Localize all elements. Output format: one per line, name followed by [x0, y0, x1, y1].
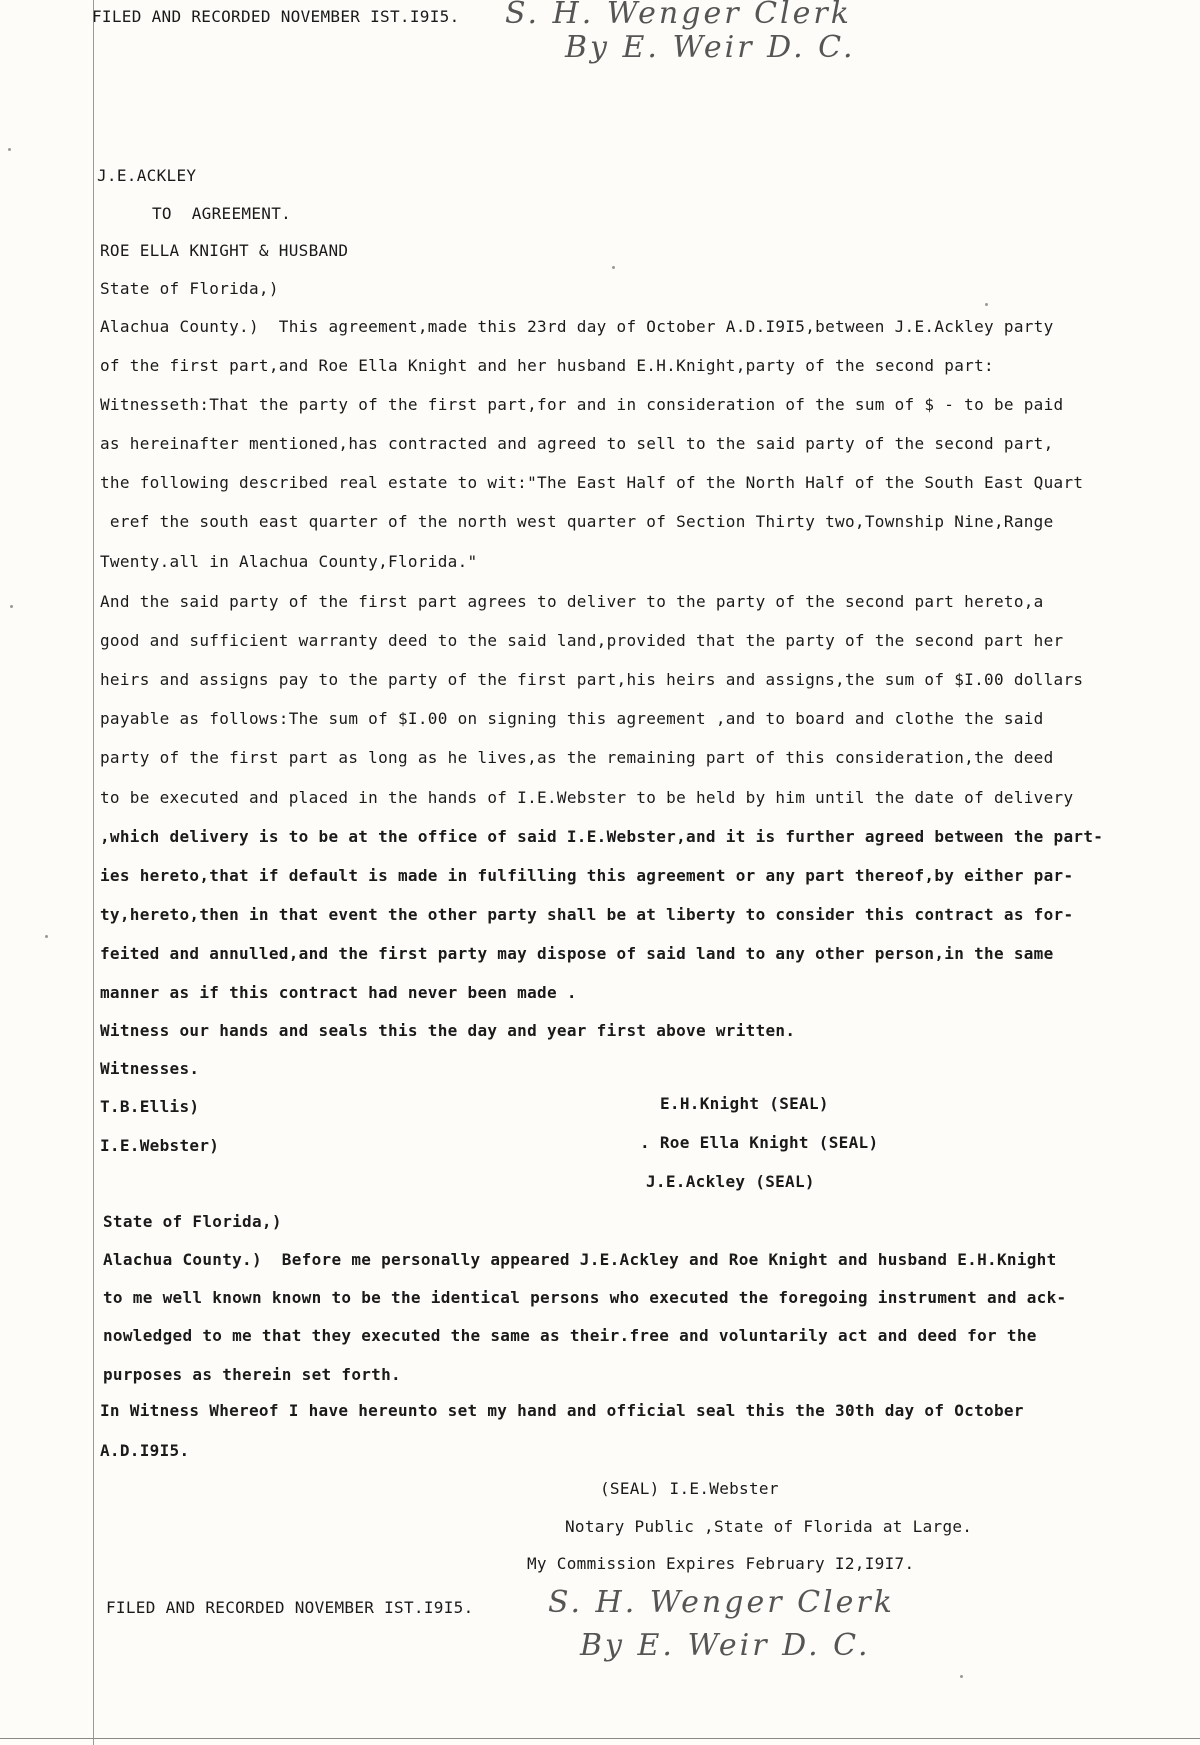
scan-speck	[8, 148, 11, 151]
notary-commission: My Commission Expires February I2,I9I7.	[527, 1554, 915, 1573]
scan-speck	[45, 935, 48, 938]
acknowledgment-line: to me well known known to be the identical persons who executed the foregoing instrument and ack-	[103, 1288, 1067, 1307]
to-agreement: TO AGREEMENT.	[152, 204, 292, 223]
scan-speck	[960, 1675, 963, 1678]
witness-name: I.E.Webster)	[100, 1136, 220, 1155]
second-party: ROE ELLA KNIGHT & HUSBAND	[100, 241, 349, 260]
agreement-line: good and sufficient warranty deed to the said land,provided that the party of the second part her	[100, 631, 1064, 650]
agreement-line: Twenty.all in Alachua County,Florida."	[100, 552, 478, 571]
signer-name: J.E.Ackley (SEAL)	[646, 1172, 815, 1191]
footer-clerk-signature: S. H. Wenger Clerk	[548, 1585, 895, 1620]
agreement-line: ty,hereto,then in that event the other party shall be at liberty to consider this contract as for-	[100, 905, 1074, 924]
header-deputy-signature: By E. Weir D. C.	[565, 30, 856, 65]
agreement-line: Alachua County.) This agreement,made this 23rd day of October A.D.I9I5,between J.E.Ackley party	[100, 317, 1054, 336]
first-party: J.E.ACKLEY	[97, 166, 197, 185]
header-filed-text: FILED AND RECORDED NOVEMBER IST.I9I5.	[92, 7, 460, 26]
acknowledgment-line: A.D.I9I5.	[100, 1441, 190, 1460]
agreement-line: of the first part,and Roe Ella Knight and her husband E.H.Knight,party of the second part:	[100, 356, 994, 375]
agreement-line: Witnesses.	[100, 1059, 200, 1078]
left-margin-rule	[93, 0, 94, 1745]
footer-deputy-signature: By E. Weir D. C.	[580, 1628, 871, 1663]
agreement-line: ,which delivery is to be at the office of said I.E.Webster,and it is further agreed between the part-	[100, 827, 1104, 846]
acknowledgment-line: purposes as therein set forth.	[103, 1365, 401, 1384]
acknowledgment-line: Alachua County.) Before me personally appeared J.E.Ackley and Roe Knight and husband E.H.Knight	[103, 1250, 1057, 1269]
agreement-line: the following described real estate to wit:"The East Half of the North Half of the South East Quart	[100, 473, 1084, 492]
agreement-line: heirs and assigns pay to the party of the first part,his heirs and assigns,the sum of $I.00 dollars	[100, 670, 1084, 689]
acknowledgment-line: In Witness Whereof I have hereunto set my hand and official seal this the 30th day of October	[100, 1401, 1024, 1420]
acknowledgment-line: nowledged to me that they executed the same as their.free and voluntarily act and deed for the	[103, 1326, 1037, 1345]
agreement-line: And the said party of the first part agrees to deliver to the party of the second part hereto,a	[100, 592, 1044, 611]
agreement-line: State of Florida,)	[100, 279, 279, 298]
agreement-line: eref the south east quarter of the north west quarter of Section Thirty two,Township Nine,Range	[100, 512, 1054, 531]
signer-name: E.H.Knight (SEAL)	[660, 1094, 829, 1113]
scan-speck	[10, 605, 13, 608]
agreement-line: Witness our hands and seals this the day and year first above written.	[100, 1021, 796, 1040]
agreement-line: payable as follows:The sum of $I.00 on signing this agreement ,and to board and clothe the said	[100, 709, 1044, 728]
scan-speck	[612, 266, 615, 269]
agreement-line: feited and annulled,and the first party may dispose of said land to any other person,in the same	[100, 944, 1054, 963]
bottom-edge-rule	[0, 1738, 1200, 1739]
acknowledgment-line: State of Florida,)	[103, 1212, 282, 1231]
agreement-line: manner as if this contract had never been made .	[100, 983, 577, 1002]
agreement-line: ies hereto,that if default is made in fulfilling this agreement or any part thereof,by either par-	[100, 866, 1074, 885]
agreement-line: to be executed and placed in the hands of I.E.Webster to be held by him until the date of delivery	[100, 788, 1074, 807]
witness-name: T.B.Ellis)	[100, 1097, 200, 1116]
header-clerk-signature: S. H. Wenger Clerk	[505, 0, 852, 31]
agreement-line: party of the first part as long as he lives,as the remaining part of this consideration,the deed	[100, 748, 1054, 767]
agreement-line: as hereinafter mentioned,has contracted and agreed to sell to the said party of the second part,	[100, 434, 1054, 453]
footer-filed-text: FILED AND RECORDED NOVEMBER IST.I9I5.	[106, 1598, 474, 1617]
notary-title: Notary Public ,State of Florida at Large.	[565, 1517, 973, 1536]
agreement-line: Witnesseth:That the party of the first part,for and in consideration of the sum of $ - to be paid	[100, 395, 1064, 414]
scan-speck	[985, 303, 988, 306]
signer-name: . Roe Ella Knight (SEAL)	[640, 1133, 879, 1152]
notary-name: (SEAL) I.E.Webster	[600, 1479, 779, 1498]
